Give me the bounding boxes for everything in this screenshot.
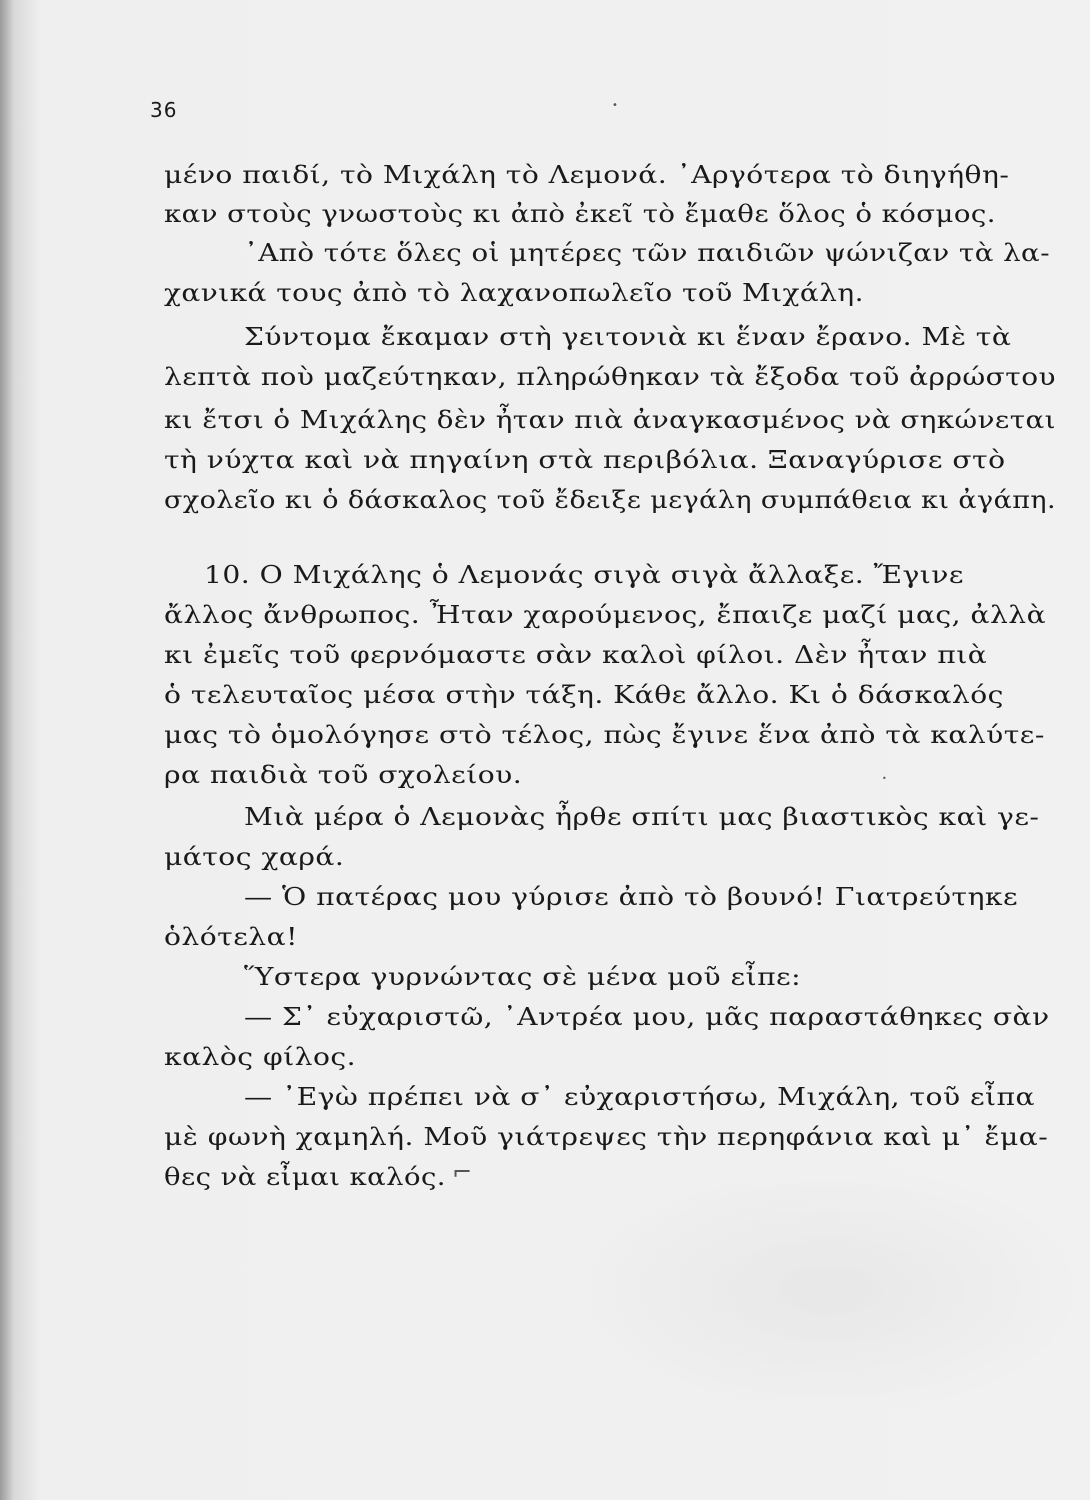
text-line: καν στοὺς γνωστοὺς κι ἀπὸ ἐκεῖ τὸ ἔμαθε ὅλος ὁ κόσμος.	[164, 199, 996, 228]
text-line: 10. Ο Μιχάλης ὁ Λεμονάς σιγὰ σιγὰ ἄλλαξε. Ἔγινε	[204, 560, 964, 589]
text-line: ρα παιδιὰ τοῦ σχολείου.	[164, 760, 523, 789]
pencil-mark-icon: ⌐	[452, 1158, 473, 1186]
text-line: ὁ τελευταῖος μέσα στὴν τάξη. Κάθε ἄλλο. Κι ὁ δάσκαλός	[164, 680, 1004, 709]
text-line: μας τὸ ὁμολόγησε στὸ τέλος, πὼς ἔγινε ἕνα ἀπὸ τὰ καλύτε-	[164, 720, 1045, 749]
text-line: — ᾿Εγὼ πρέπει νὰ σ᾿ εὐχαριστήσω, Μιχάλη, τοῦ εἶπα	[244, 1082, 1036, 1111]
text-line: Σύντομα ἔκαμαν στὴ γειτονιὰ κι ἕναν ἔρανο. Μὲ τὰ	[244, 322, 1012, 351]
dust-speck-icon: •	[612, 100, 618, 111]
text-line: κι ἔτσι ὁ Μιχάλης δὲν ἦταν πιὰ ἀναγκασμένος νὰ σηκώνεται	[164, 405, 1056, 434]
show-through-text	[570, 1160, 1090, 1420]
text-line: καλὸς φίλος.	[164, 1042, 357, 1071]
text-line: ἄλλος ἄνθρωπος. Ἦταν χαρούμενος, ἔπαιζε μαζί μας, ἀλλὰ	[164, 600, 1047, 629]
text-line: μάτος χαρά.	[164, 842, 345, 871]
page-number: 36	[150, 98, 178, 122]
text-line: κι ἐμεῖς τοῦ φερνόμαστε σὰν καλοὶ φίλοι. Δὲν ἦταν πιὰ	[164, 640, 988, 669]
text-line: — Ὁ πατέρας μου γύρισε ἀπὸ τὸ βουνό! Γιατρεύτηκε	[244, 882, 1019, 911]
text-line: Μιὰ μέρα ὁ Λεμονὰς ἦρθε σπίτι μας βιαστικὸς καὶ γε-	[244, 802, 1040, 831]
text-line: θες νὰ εἶμαι καλός.	[164, 1162, 446, 1191]
text-line: σχολεῖο κι ὁ δάσκαλος τοῦ ἔδειξε μεγάλη συμπάθεια κι ἀγάπη.	[164, 485, 1056, 514]
dust-speck-icon: •	[882, 774, 887, 783]
text-line: — Σ᾿ εὐχαριστῶ, ᾿Αντρέα μου, μᾶς παραστάθηκες σὰν	[244, 1002, 1050, 1031]
text-line: τὴ νύχτα καὶ νὰ πηγαίνη στὰ περιβόλια. Ξαναγύρισε στὸ	[164, 445, 1006, 474]
text-line: λεπτὰ ποὺ μαζεύτηκαν, πληρώθηκαν τὰ ἔξοδα τοῦ ἀρρώστου	[164, 362, 1056, 391]
text-line: Ὕστερα γυρνώντας σὲ μένα μοῦ εἶπε:	[244, 962, 802, 991]
text-line: μὲ φωνὴ χαμηλή. Μοῦ γιάτρεψες τὴν περηφάνια καὶ μ᾿ ἔμα-	[164, 1122, 1049, 1151]
text-line: ὁλότελα!	[164, 922, 298, 951]
text-line: χανικά τους ἀπὸ τὸ λαχανοπωλεῖο τοῦ Μιχάλη.	[164, 278, 864, 307]
text-line: ᾿Απὸ τότε ὅλες οἱ μητέρες τῶν παιδιῶν ψώνιζαν τὰ λα-	[244, 238, 1050, 267]
text-line: μένο παιδί, τὸ Μιχάλη τὸ Λεμονά. ᾿Αργότερα τὸ διηγήθη-	[164, 160, 1010, 189]
